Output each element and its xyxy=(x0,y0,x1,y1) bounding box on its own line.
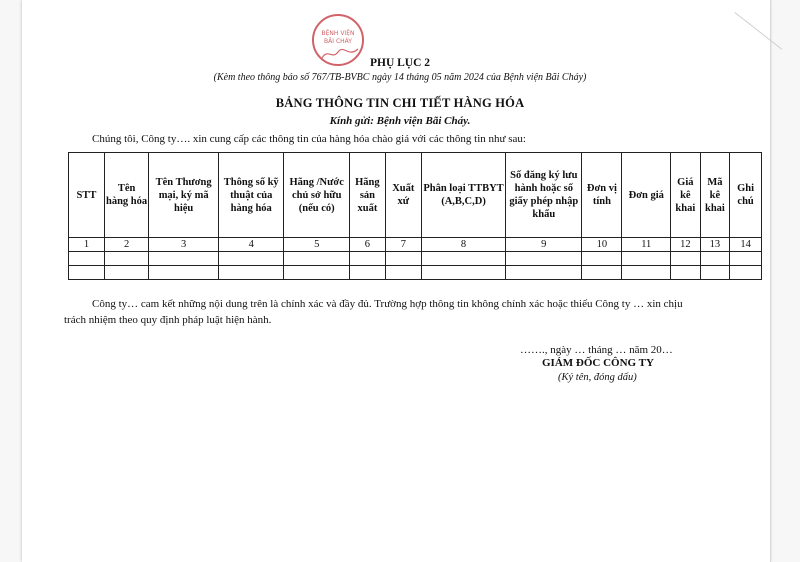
commitment-paragraph: Công ty… cam kết những nội dung trên là chính xác và đầy đủ. Trường hợp thông tin không chính xác hoặc thiếu Công ty … xin chịu xyxy=(92,298,683,310)
column-number: 4 xyxy=(218,238,283,252)
page-edge xyxy=(770,0,771,562)
table-cell xyxy=(421,252,506,266)
stamp-line-2: BÃI CHÁY xyxy=(324,38,352,45)
header-gia-ke-khai: Giá kê khai xyxy=(671,153,701,238)
table-cell xyxy=(218,252,283,266)
table-cell xyxy=(582,252,622,266)
column-number: 1 xyxy=(69,238,105,252)
header-xuat-xu: Xuất xứ xyxy=(385,153,421,238)
recipient-text: Kính gửi: Bệnh viện Bãi Cháy. xyxy=(329,115,471,127)
column-number-row xyxy=(69,238,762,252)
header-so-dang-ky: Số đăng ký lưu hành hoặc số giấy phép nhập khẩu xyxy=(506,153,582,238)
stamp-line-1: BỆNH VIỆN xyxy=(321,30,355,37)
column-number: 3 xyxy=(149,238,219,252)
table-cell xyxy=(385,252,421,266)
header-hang-san-xuat: Hãng sản xuất xyxy=(349,153,385,238)
intro-paragraph: Chúng tôi, Công ty…. xin cung cấp các thông tin của hàng hóa chào giá với các thông tin như sau: xyxy=(92,133,526,145)
column-number: 7 xyxy=(385,238,421,252)
column-number: 14 xyxy=(730,238,762,252)
header-don-vi-tinh: Đơn vị tính xyxy=(582,153,622,238)
appendix-subtitle: (Kèm theo thông báo số 767/TB-BVBC ngày 14 tháng 05 năm 2024 của Bệnh viện Bãi Cháy) xyxy=(213,72,587,83)
document-page xyxy=(22,0,770,562)
table-cell xyxy=(671,252,701,266)
column-number: 12 xyxy=(671,238,701,252)
header-ten-thuong-mai: Tên Thương mại, ký mã hiệu xyxy=(149,153,219,238)
header-hang-nuoc-chu: Hãng /Nước chủ sở hữu (nếu có) xyxy=(284,153,349,238)
table-cell xyxy=(69,252,105,266)
header-ghi-chu: Ghi chú xyxy=(730,153,762,238)
table-cell xyxy=(622,252,671,266)
header-stt: STT xyxy=(69,153,105,238)
column-number: 13 xyxy=(700,238,730,252)
column-number: 2 xyxy=(104,238,148,252)
table-cell xyxy=(622,266,671,280)
table-cell xyxy=(104,266,148,280)
table-cell xyxy=(104,252,148,266)
table-cell xyxy=(506,252,582,266)
header-phan-loai: Phân loại TTBYT (A,B,C,D) xyxy=(421,153,506,238)
column-number: 5 xyxy=(284,238,349,252)
table-cell xyxy=(218,266,283,280)
table-cell xyxy=(284,252,349,266)
main-title: BẢNG THÔNG TIN CHI TIẾT HÀNG HÓA xyxy=(275,96,525,110)
table-cell xyxy=(69,266,105,280)
header-ten-hang-hoa: Tên hàng hóa xyxy=(104,153,148,238)
table-cell xyxy=(700,252,730,266)
table-header-row xyxy=(69,153,762,238)
date-line: ……., ngày … tháng … năm 20… xyxy=(520,344,673,356)
sign-note: (Ký tên, đóng dấu) xyxy=(558,372,637,383)
recipient-line xyxy=(0,115,800,127)
goods-info-table xyxy=(68,152,762,280)
table-cell xyxy=(349,252,385,266)
table-cell xyxy=(385,266,421,280)
table-cell xyxy=(700,266,730,280)
column-number: 11 xyxy=(622,238,671,252)
table-cell xyxy=(671,266,701,280)
table-cell xyxy=(284,266,349,280)
table-cell xyxy=(149,252,219,266)
table-cell xyxy=(730,266,762,280)
column-number: 10 xyxy=(582,238,622,252)
table-cell xyxy=(421,266,506,280)
table-row xyxy=(69,266,762,280)
director-title: GIÁM ĐỐC CÔNG TY xyxy=(542,357,654,369)
header-ma-ke-khai: Mã kê khai xyxy=(700,153,730,238)
commitment-continuation: trách nhiệm theo quy định pháp luật hiện hành. xyxy=(64,314,272,326)
header-don-gia: Đơn giá xyxy=(622,153,671,238)
table-cell xyxy=(730,252,762,266)
header-thong-so: Thông số kỹ thuật của hàng hóa xyxy=(218,153,283,238)
column-number: 9 xyxy=(506,238,582,252)
appendix-title: PHỤ LỤC 2 xyxy=(369,57,431,69)
table-cell xyxy=(506,266,582,280)
table-row xyxy=(69,252,762,266)
column-number: 6 xyxy=(349,238,385,252)
table-cell xyxy=(349,266,385,280)
table-cell xyxy=(149,266,219,280)
table-cell xyxy=(582,266,622,280)
column-number: 8 xyxy=(421,238,506,252)
